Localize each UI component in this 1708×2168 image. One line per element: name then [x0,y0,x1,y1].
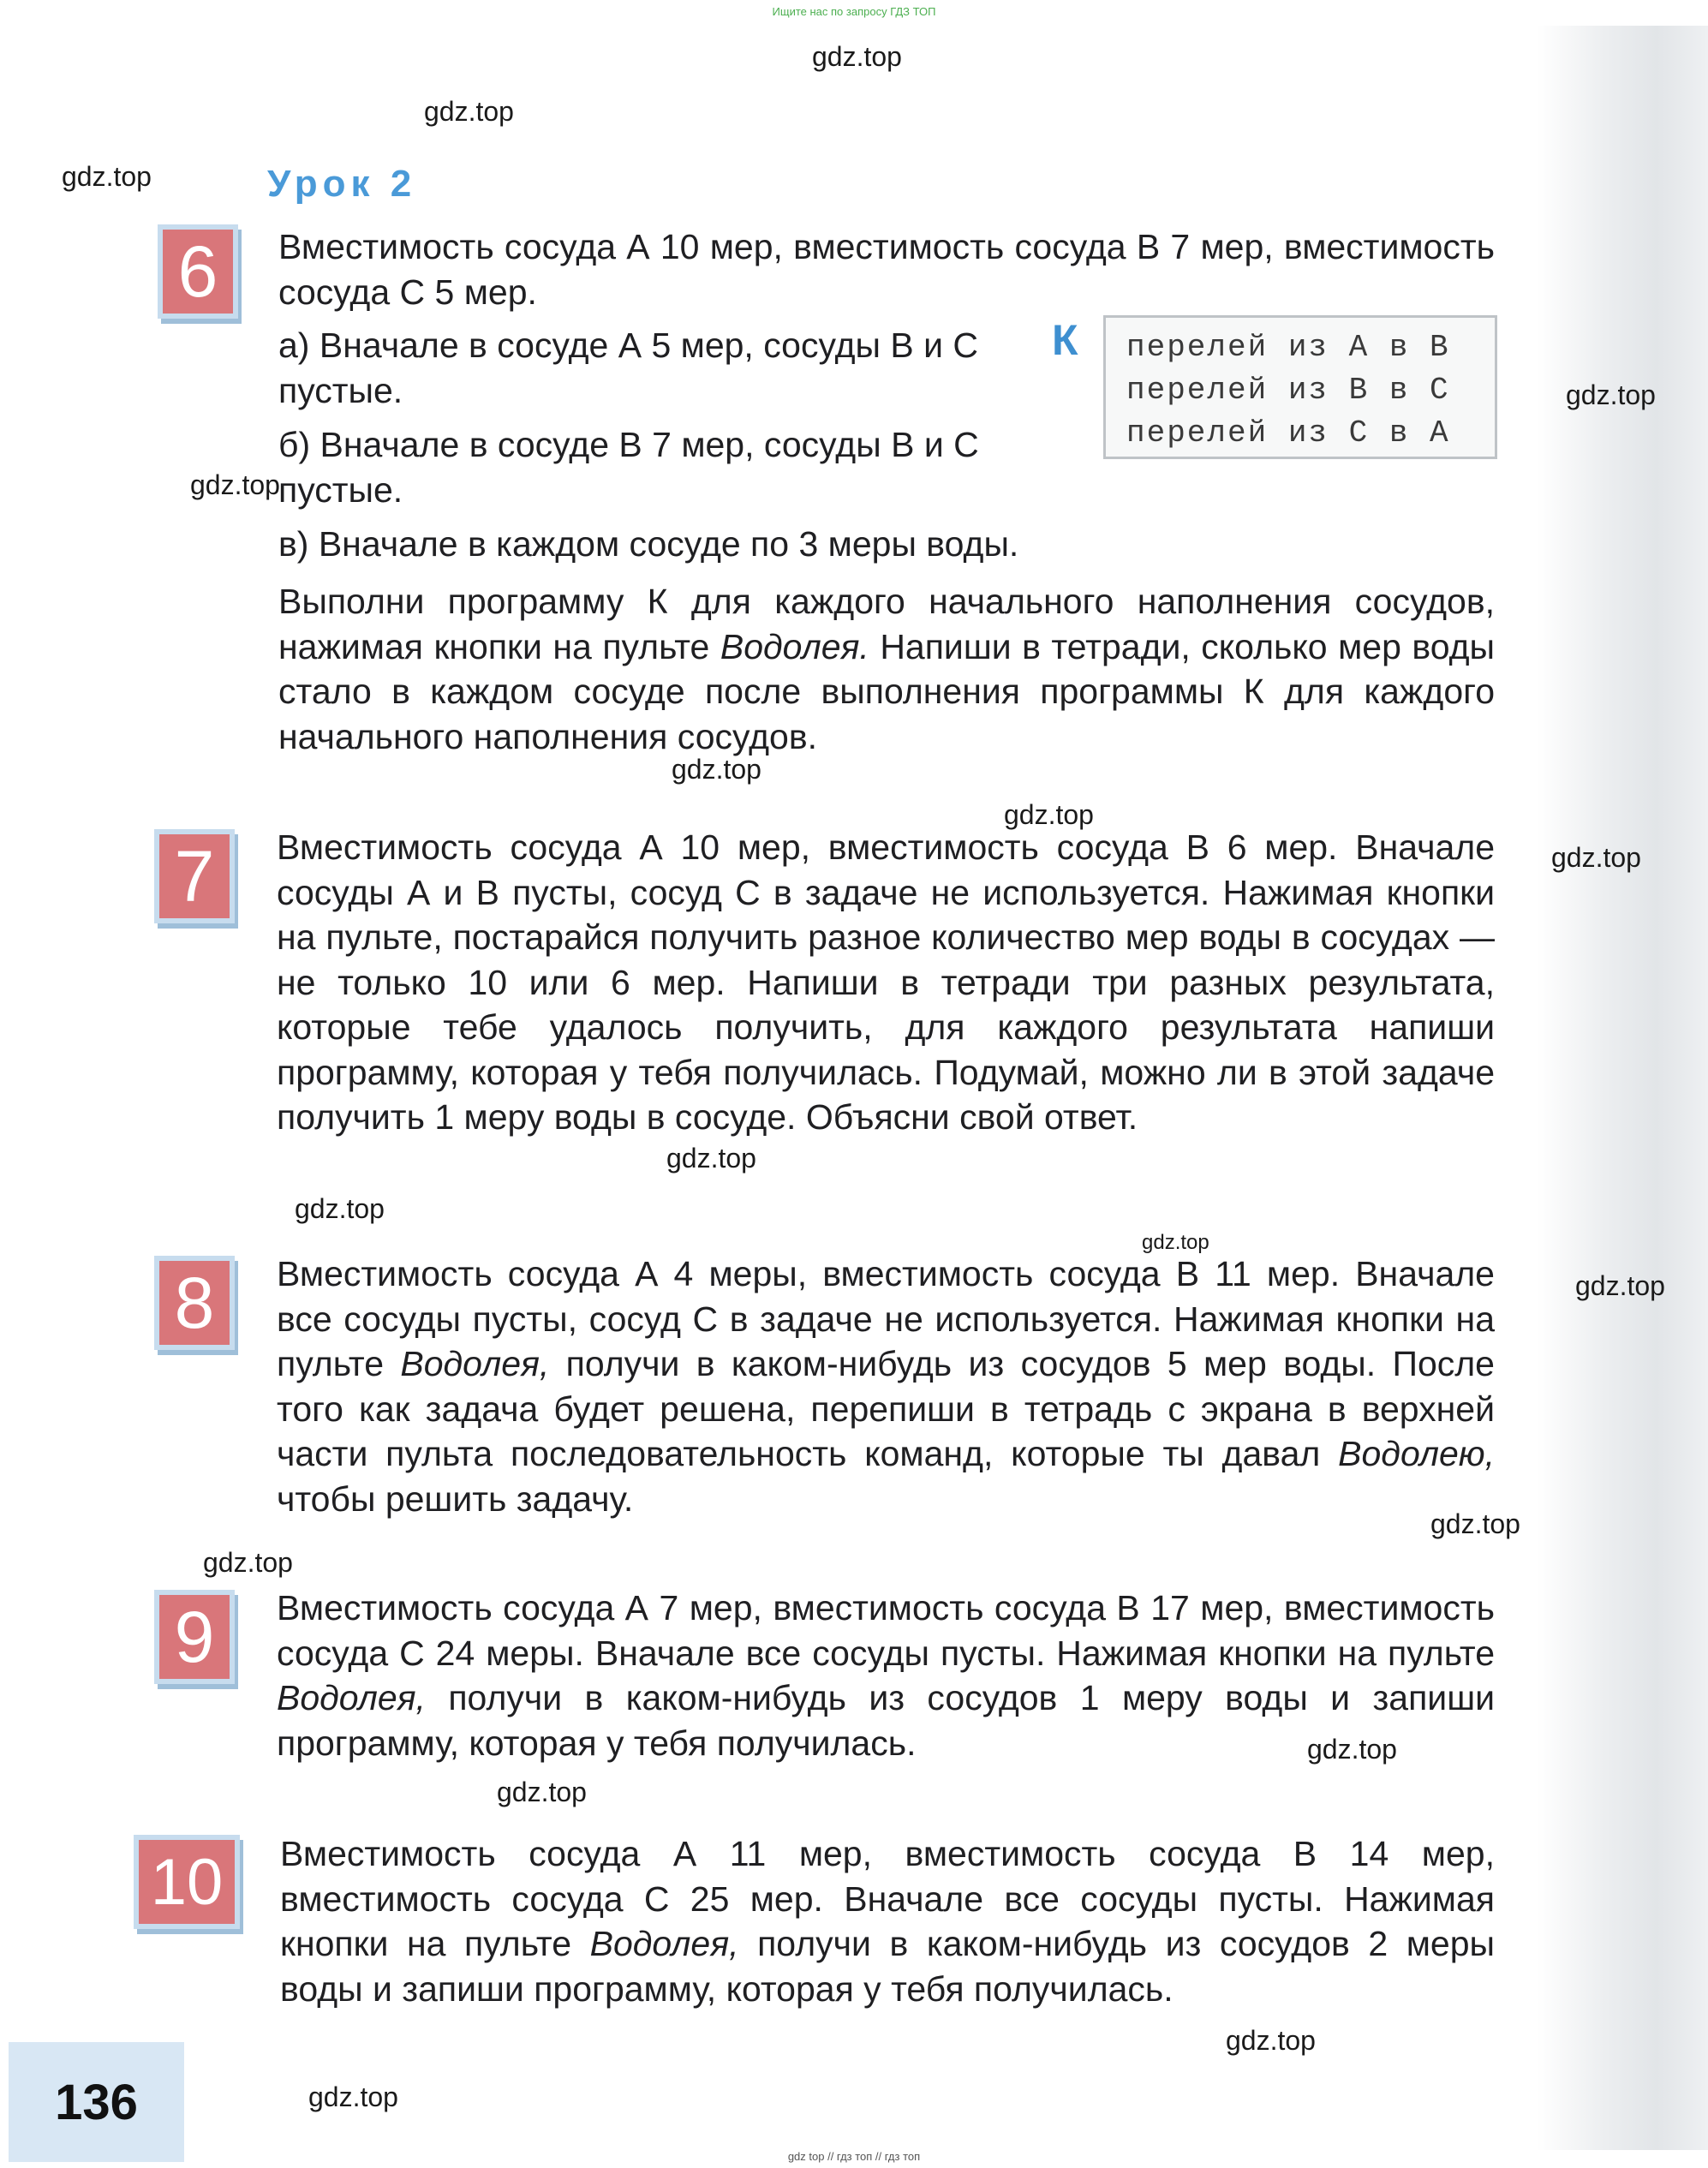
task-number-9: 9 [159,1595,230,1679]
task-6-body [278,579,1495,759]
watermark: gdz.top [812,41,902,72]
watermark: gdz.top [308,2081,398,2112]
task-6-intro-text: Вместимость сосуда А 10 мер, вместимость сосуда В 7 мер, вместимость сосуда С 5 мер. [278,227,1495,312]
watermark: gdz.top [672,754,761,785]
task-7-text: Вместимость сосуда А 10 мер, вместимость сосуда В 6 мер. Вначале сосуды А и В пусты, сосуд С в задаче не используется. Нажимая кнопки на пульте, постарайся получить разное количество мер воды в сосудах — не только 10 или 6 мер. Напиши в тетради три разных результата, которые тебе удалось получить, для каждого результата напиши программу, которая у тебя получилась. Подумай, можно ли в этой задаче получить 1 меру воды в сосуде. Объясни свой ответ. [277,827,1495,1137]
watermark: gdz.top [203,1547,293,1578]
lesson-title: Урок 2 [267,163,417,205]
task-number-7: 7 [159,834,230,918]
watermark: gdz.top [1575,1270,1665,1301]
watermark: gdz.top [424,96,514,127]
watermark: gdz.top [666,1143,756,1174]
bottom-note: gdz top // гдз топ // гдз топ [787,2150,921,2163]
task-8-text [277,1251,1495,1521]
task-10-italic-1: Водолея, [589,1924,739,1963]
watermark: gdz.top [190,469,280,500]
program-k-command: перелей из А в В [1126,330,1450,365]
task-10-text [280,1831,1495,2011]
page-edge-shadow [1537,26,1708,2150]
watermark: gdz.top [295,1193,385,1224]
task-10-text-1: Вместимость сосуда А 11 мер, вместимость сосуда В 14 мер, вместимость сосуда С 25 мер. Вначале все сосуды пусты. Нажимая кнопки на пульте [280,1834,1495,1963]
task-6-option-c: в) Вначале в каждом сосуде по 3 меры воды. [278,524,1019,564]
task-9-italic-1: Водолея, [277,1678,426,1717]
task-6-option-a: а) Вначале в сосуде А 5 мер, сосуды В и С пустые. [278,325,979,410]
program-k-label: К [1052,316,1078,364]
page-number: 136 [9,2042,184,2162]
task-number-10: 10 [139,1840,235,1924]
program-k-box [1103,315,1497,459]
watermark: gdz.top [1004,799,1094,830]
task-6-body-italic: Водолея. [720,626,869,666]
task-8-italic-1: Водолея, [400,1344,550,1383]
task-9-text-1: Вместимость сосуда А 7 мер, вместимость сосуда В 17 мер, вместимость сосуда С 24 меры. Вначале все сосуды пусты. Нажимая кнопки на пульте [277,1588,1495,1673]
program-k-command: перелей из С в А [1126,415,1450,451]
task-6-option-b: б) Вначале в сосуде В 7 мер, сосуды В и С пустые. [278,425,979,510]
task-6-intro [278,224,1495,314]
task-6-body-1: Выполни программу К для каждого начального наполнения сосудов, нажимая кнопки на пульте [278,582,1495,666]
task-10-text-2: получи в каком-нибудь из сосудов 2 меры воды и запиши программу, которая у тебя получилась. [280,1924,1496,2009]
task-9-text-2: получи в каком-нибудь из сосудов 1 меру воды и запиши программу, которая у тебя получилась. [277,1678,1495,1763]
watermark: gdz.top [1226,2025,1316,2056]
watermark: gdz.top [1430,1508,1520,1539]
top-note: Ищите нас по запросу ГДЗ ТОП [772,5,936,18]
task-8-text-1: Вместимость сосуда А 4 меры, вместимость сосуда В 11 мер. Вначале все сосуды пусты, сосуд С в задаче не используется. Нажимая кнопки на пульте [277,1254,1495,1383]
task-8-italic-2: Водолею, [1338,1434,1495,1473]
watermark: gdz.top [1551,842,1641,873]
task-8-text-3: чтобы решить задачу. [277,1478,634,1519]
watermark: gdz.top [1307,1734,1397,1765]
task-8-text-2: получи в каком-нибудь из сосудов 5 мер воды. После того как задача будет решена, перепиши в тетрадь с экрана в верхней части пульта последовательность команд, которые ты давал [277,1344,1495,1473]
watermark: gdz.top [62,161,152,192]
program-k-command: перелей из В в С [1126,373,1450,408]
task-number-8: 8 [159,1261,230,1345]
watermark: gdz.top [1566,379,1656,410]
task-6-body-2: Напиши в тетради, сколько мер воды стало в каждом сосуде после выполнения программы К для каждого начального наполнения сосудов. [278,626,1495,756]
watermark: gdz.top [1142,1231,1209,1254]
task-number-6: 6 [163,230,233,314]
watermark: gdz.top [497,1777,587,1807]
